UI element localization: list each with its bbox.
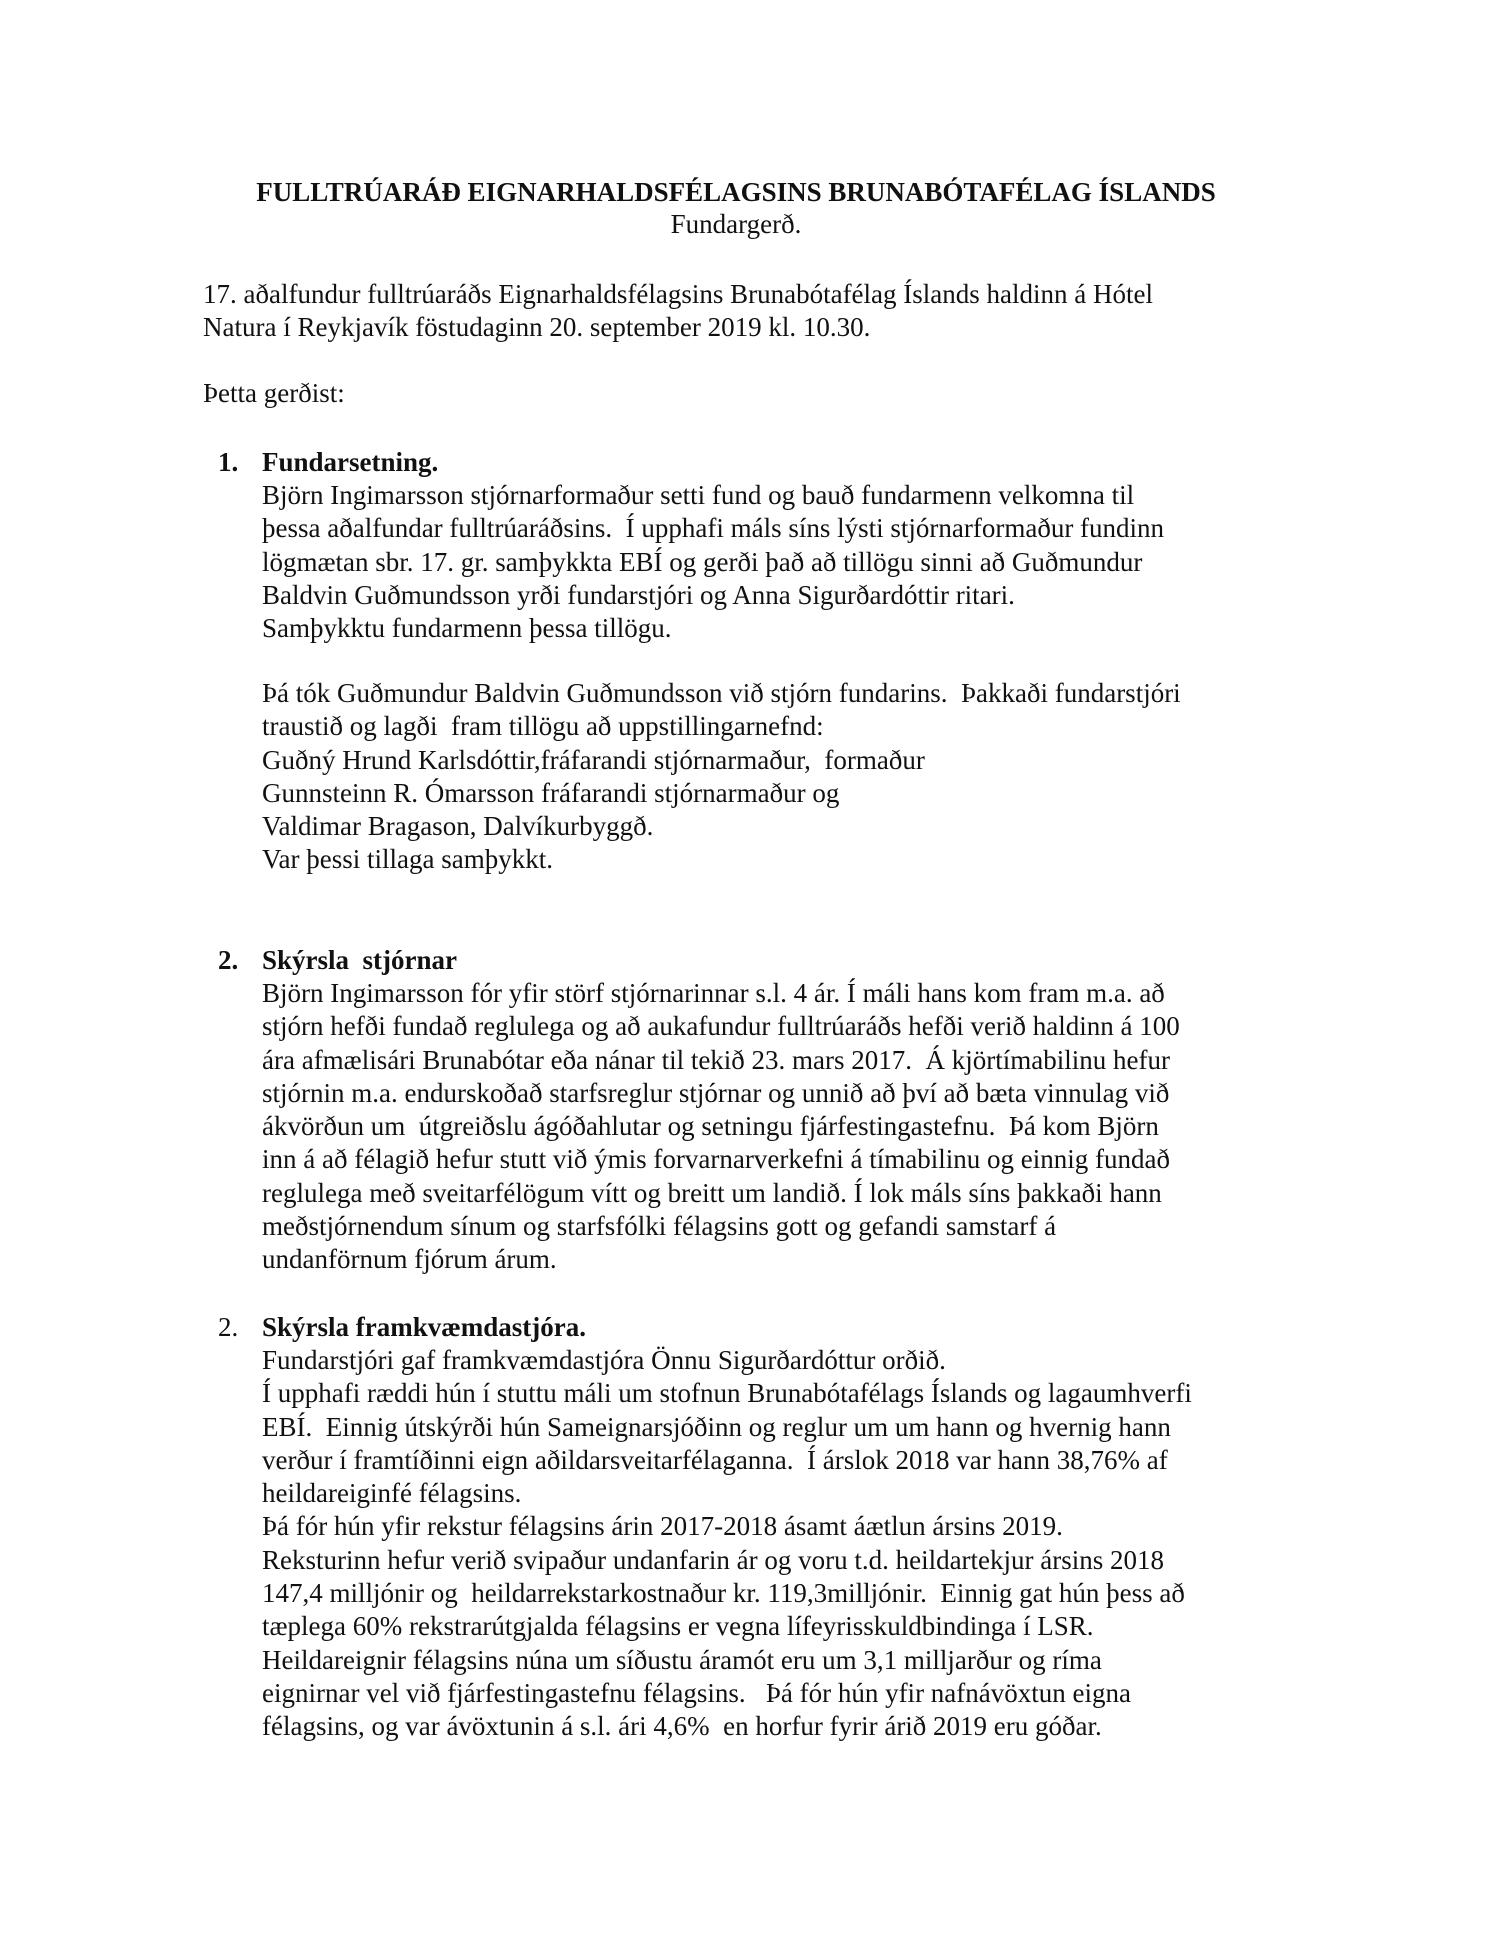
section-heading: Skýrsla framkvæmdastjóra. xyxy=(262,1312,586,1342)
text-line: Fundarstjóri gaf framkvæmdastjóra Önnu Sigurðardóttur orðið. xyxy=(262,1345,946,1375)
text-line: Heildareignir félagsins núna um síðustu áramót eru um 3,1 milljarður og ríma xyxy=(262,1644,1102,1675)
section-2-paragraph xyxy=(262,977,1180,1277)
text-line: Valdimar Bragason, Dalvíkurbyggð. xyxy=(262,811,654,842)
text-line: 147,4 milljónir og heildarrekstarkostnaður kr. 119,3milljónir. Einnig gat hún þess að xyxy=(262,1578,1185,1609)
section-3-paragraph xyxy=(262,1344,1192,1744)
text-line: Var þessi tillaga samþykkt. xyxy=(262,844,553,875)
text-line: undanförnum fjórum árum. xyxy=(262,1244,557,1275)
text-line: Í upphafi ræddi hún í stuttu máli um stofnun Brunabótafélags Íslands og lagaumhverfi xyxy=(262,1378,1192,1409)
text-line: Baldvin Guðmundsson yrði fundarstjóri og Anna Sigurðardóttir ritari. xyxy=(262,579,1015,610)
lead-text: Þetta gerðist: xyxy=(203,378,345,408)
text-line: lögmætan sbr. 17. gr. samþykkta EBÍ og gerði það að tillögu sinni að Guðmundur xyxy=(262,546,1143,577)
text-line: Þá tók Guðmundur Baldvin Guðmundsson við stjórn fundarins. Þakkaði fundarstjóri xyxy=(262,678,1181,708)
text-line: verður í framtíðinni eign aðildarsveitarfélaganna. Í árslok 2018 var hann 38,76% af xyxy=(262,1444,1168,1475)
text-line: ára afmælisári Brunabótar eða nánar til tekið 23. mars 2017. Á kjörtímabilinu hefur xyxy=(262,1044,1170,1075)
document-title: FULLTRÚARÁÐ EIGNARHALDSFÉLAGSINS BRUNABÓTAFÉLAG ÍSLANDS xyxy=(256,177,1216,207)
text-line: stjórn hefði fundað reglulega og að aukafundur fulltrúaráðs hefði verið haldinn á 100 xyxy=(262,1011,1180,1042)
text-line: EBÍ. Einnig útskýrði hún Sameignarsjóðinn og reglur um um hann og hvernig hann xyxy=(262,1411,1171,1442)
text-line: Björn Ingimarsson stjórnarformaður setti fund og bauð fundarmenn velkomna til xyxy=(262,480,1135,510)
text-line: stjórnin m.a. endurskoðað starfsreglur stjórnar og unnið að því að bæta vinnulag við xyxy=(262,1077,1170,1108)
text-line: Reksturinn hefur verið svipaður undanfarin ár og voru t.d. heildartekjur ársins 2018 xyxy=(262,1544,1165,1575)
text-line: félagsins, og var ávöxtunin á s.l. ári 4,6% en horfur fyrir árið 2019 eru góðar. xyxy=(262,1711,1102,1742)
text-line: ákvörðun um útgreiðslu ágóðahlutar og setningu fjárfestingastefnu. Þá kom Björn xyxy=(262,1111,1159,1142)
section-number: 2. xyxy=(218,1312,239,1342)
intro-line: 17. aðalfundur fulltrúaráðs Eignarhaldsfélagsins Brunabótafélag Íslands haldinn á Hótel xyxy=(203,279,1153,309)
text-line: Guðný Hrund Karlsdóttir,fráfarandi stjórnarmaður, formaður xyxy=(262,744,925,775)
text-line: reglulega með sveitarfélögum vítt og breitt um landið. Í lok máls síns þakkaði hann xyxy=(262,1177,1162,1208)
text-line: inn á að félagið hefur stutt við ýmis forvarnarverkefni á tímabilinu og einnig fundað xyxy=(262,1144,1170,1175)
text-line: traustið og lagði fram tillögu að uppstillingarnefnd: xyxy=(262,711,824,742)
text-line: Björn Ingimarsson fór yfir störf stjórnarinnar s.l. 4 ár. Í máli hans kom fram m.a. að xyxy=(262,978,1165,1008)
section-1-paragraph-1 xyxy=(262,479,1164,645)
text-line: heildareiginfé félagsins. xyxy=(262,1478,522,1509)
text-line: eignirnar vel við fjárfestingastefnu félagsins. Þá fór hún yfir nafnávöxtun eigna xyxy=(262,1677,1131,1708)
text-line: tæplega 60% rekstrarútgjalda félagsins er vegna lífeyrisskuldbindinga í LSR. xyxy=(262,1611,1094,1642)
section-heading: Fundarsetning. xyxy=(262,447,439,477)
text-line: meðstjórnendum sínum og starfsfólki félagsins gott og gefandi samstarf á xyxy=(262,1211,1057,1242)
section-number: 1. xyxy=(218,447,239,477)
section-1-paragraph-2 xyxy=(262,677,1181,877)
text-line: Þá fór hún yfir rekstur félagsins árin 2017-2018 ásamt áætlun ársins 2019. xyxy=(262,1511,1063,1542)
text-line: Samþykktu fundarmenn þessa tillögu. xyxy=(262,613,672,644)
text-line: þessa aðalfundar fulltrúaráðsins. Í upphafi máls síns lýsti stjórnarformaður fundinn xyxy=(262,513,1165,544)
document-subtitle: Fundargerð. xyxy=(670,209,802,239)
intro-line: Natura í Reykjavík föstudaginn 20. september 2019 kl. 10.30. xyxy=(203,312,871,342)
text-line: Gunnsteinn R. Ómarsson fráfarandi stjórnarmaður og xyxy=(262,777,840,808)
section-heading: Skýrsla stjórnar xyxy=(262,945,457,975)
section-number: 2. xyxy=(218,945,239,975)
